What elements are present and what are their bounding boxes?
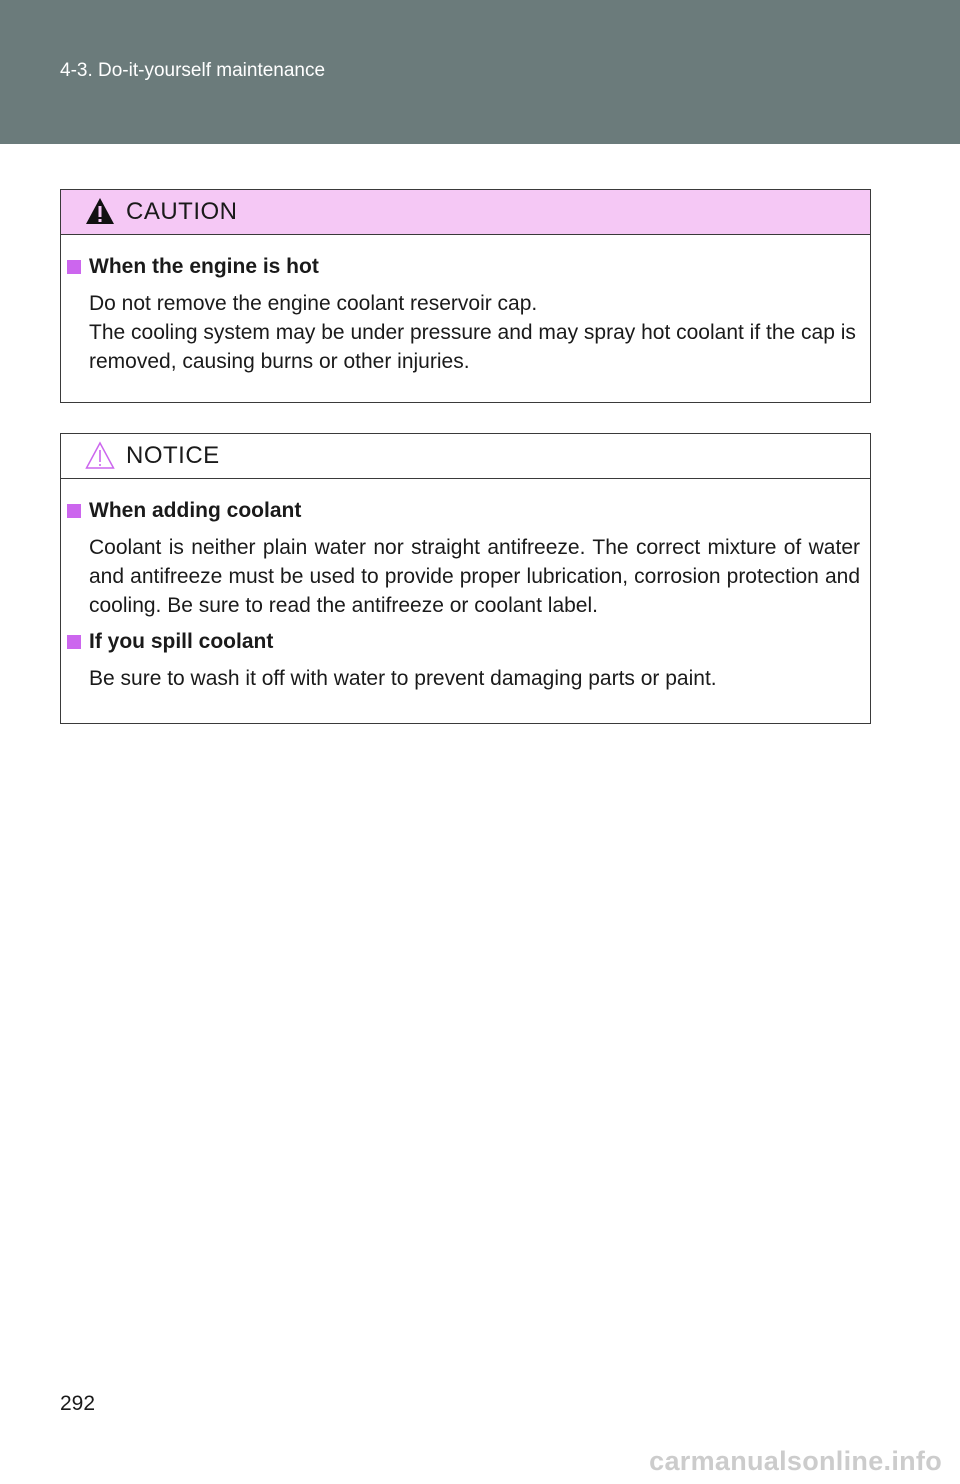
- notice-label: NOTICE: [126, 442, 220, 469]
- section-title: 4-3. Do-it-yourself maintenance: [60, 60, 326, 81]
- notice-body: [61, 479, 870, 723]
- notice-item-text: Coolant is neither plain water nor straight antifreeze. The correct mixture of water and antifreeze must be used to provide proper lubrication, corrosion protection and cooling. Be sure to read the antifreeze or coolant label.: [89, 536, 860, 617]
- caution-label: CAUTION: [126, 198, 238, 225]
- square-bullet-icon: [67, 504, 81, 518]
- notice-item-text: Be sure to wash it off with water to prevent damaging parts or paint.: [89, 667, 717, 690]
- square-bullet-icon: [67, 635, 81, 649]
- square-bullet-icon: [67, 260, 81, 274]
- notice-item-title: If you spill coolant: [67, 630, 860, 654]
- caution-header: [61, 190, 870, 235]
- caution-box: [60, 189, 871, 403]
- caution-item: [88, 255, 860, 376]
- caution-item-title: When the engine is hot: [67, 255, 860, 279]
- warning-outline-icon: [84, 440, 116, 470]
- caution-item-text: Do not remove the engine coolant reservoir cap. The cooling system may be under pressure and may spray hot coolant if the cap is removed, causing burns or other injuries.: [89, 292, 856, 373]
- notice-item: [88, 499, 860, 620]
- notice-item: [88, 630, 860, 693]
- warning-filled-icon: [84, 196, 116, 226]
- notice-item-title: When adding coolant: [67, 499, 860, 523]
- notice-header: [61, 434, 870, 479]
- caution-body: [61, 235, 870, 396]
- notice-box: [60, 433, 871, 724]
- watermark: carmanualsonline.info: [649, 1446, 942, 1476]
- page-header: [0, 0, 960, 144]
- page-number: 292: [60, 1392, 96, 1415]
